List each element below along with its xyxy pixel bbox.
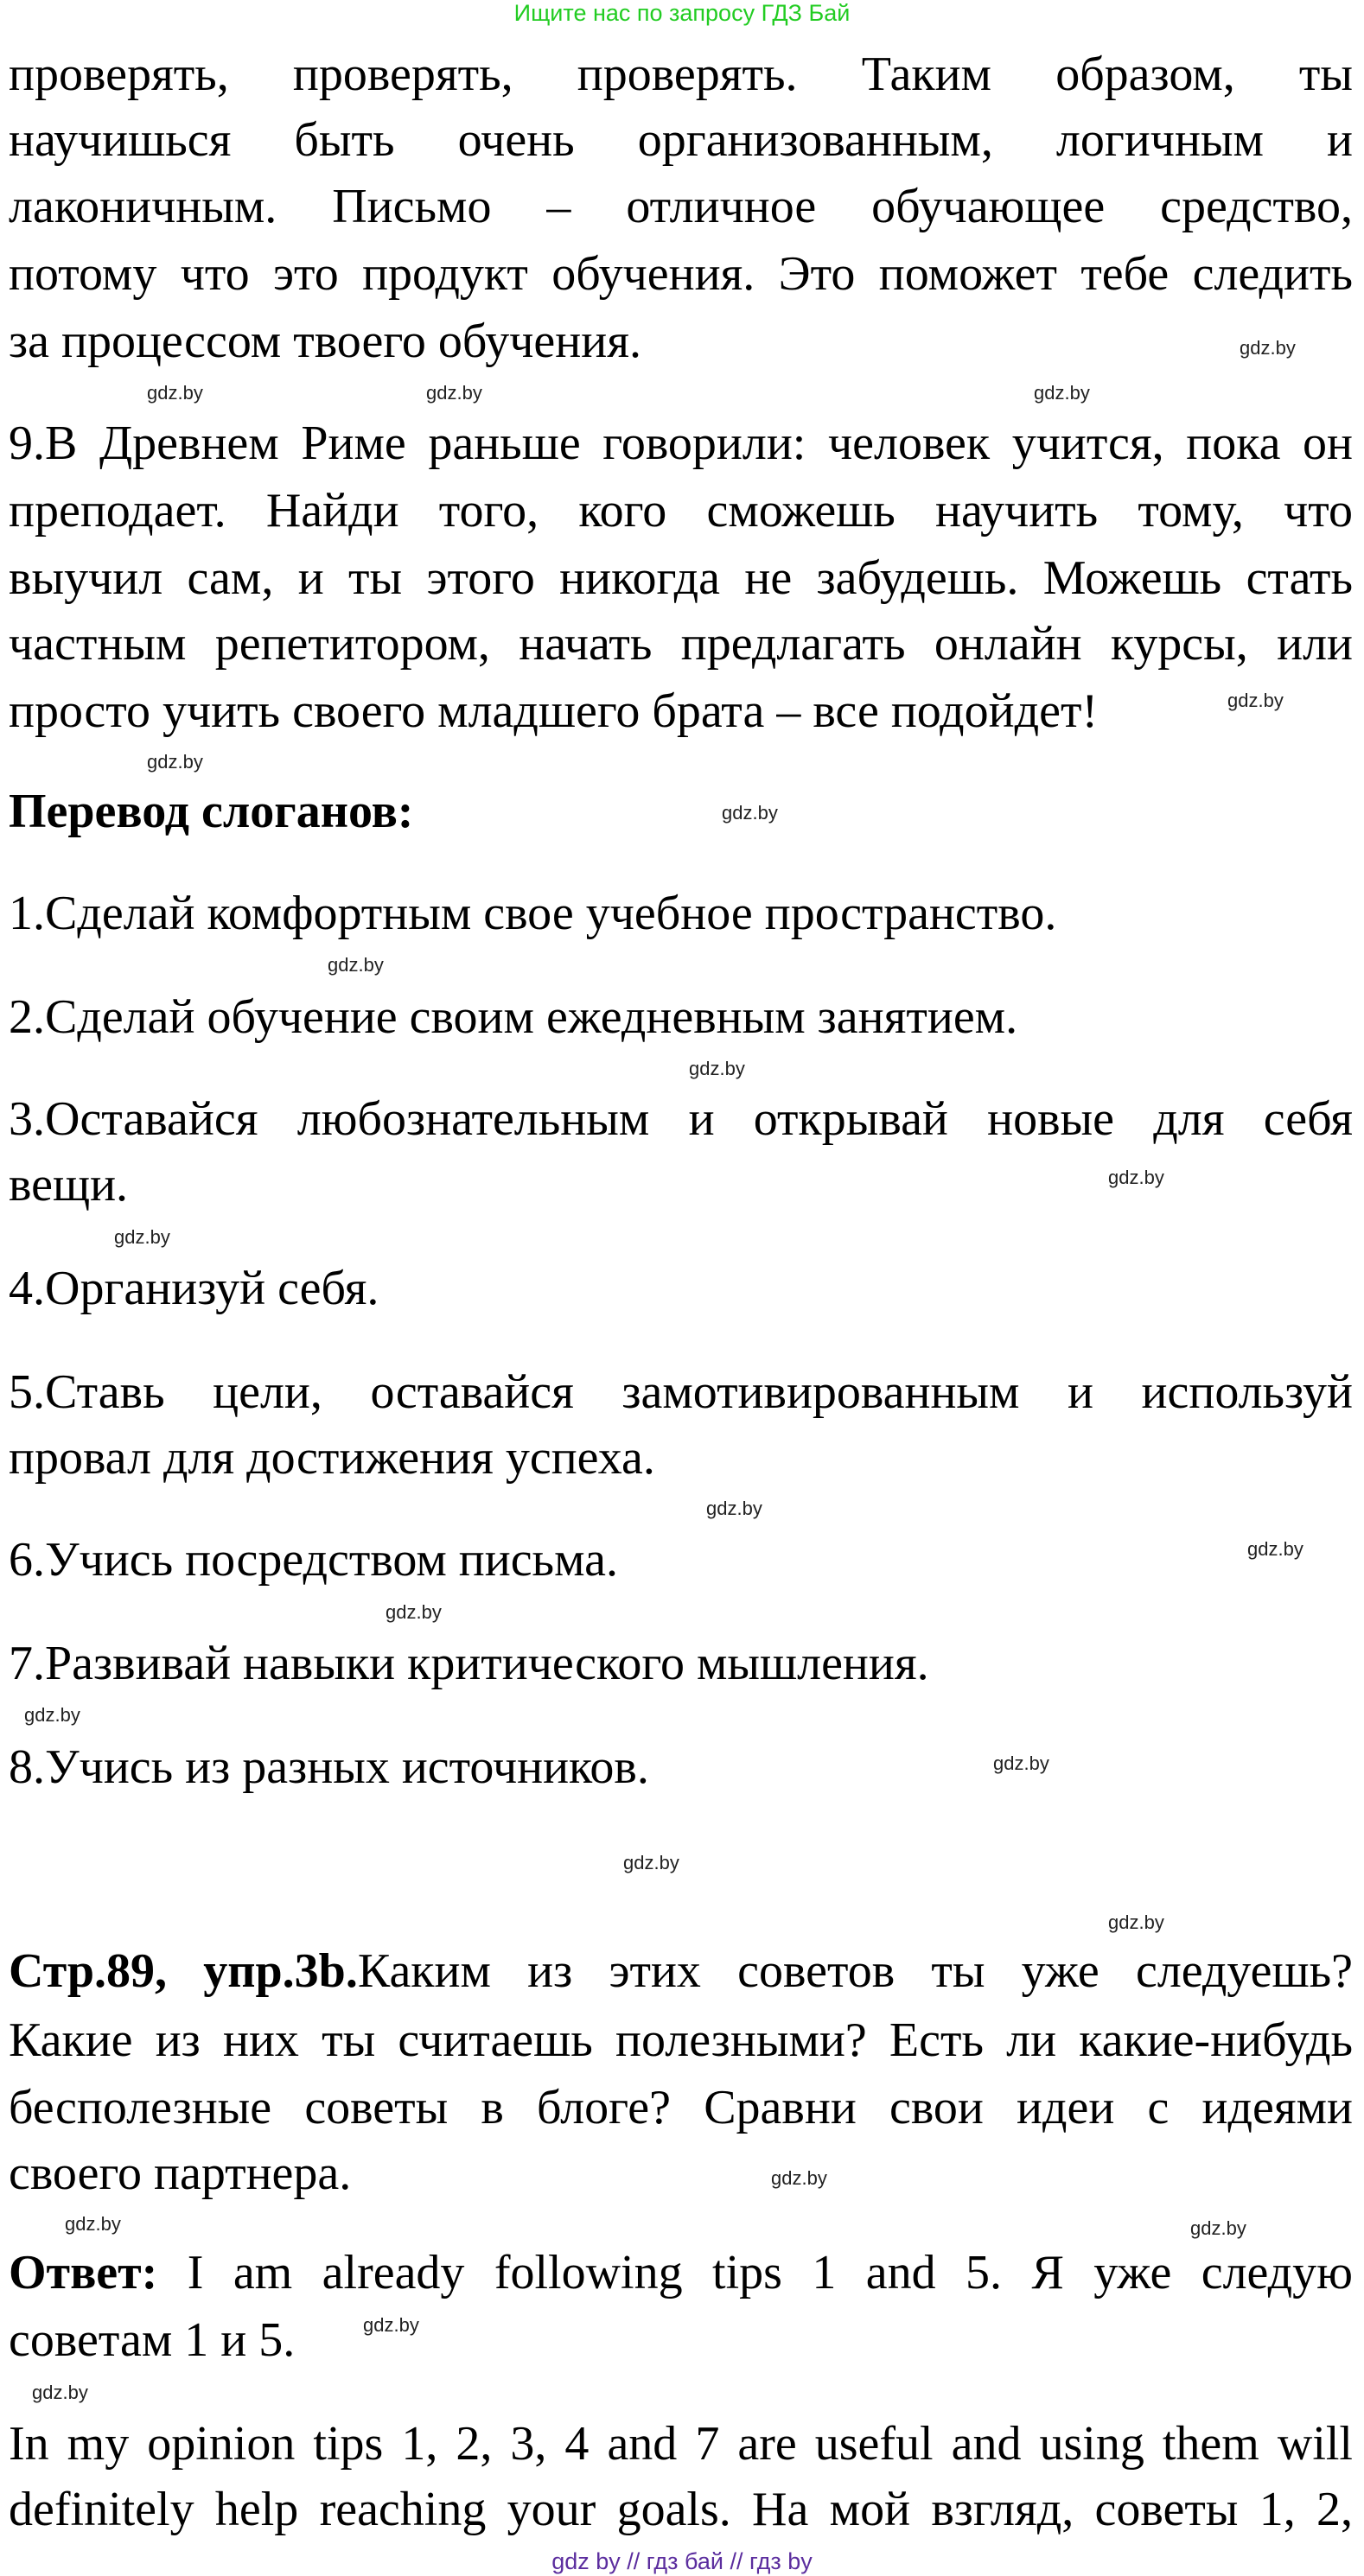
slogan-item: 3.Оставайся любознательным и открывай новые для себя [9, 1092, 1353, 1146]
slogan-item: 6.Учись посредством письма. [9, 1533, 619, 1587]
watermark: gdz.by [1247, 1538, 1303, 1560]
slogan-item: 7.Развивай навыки критического мышления. [9, 1637, 929, 1690]
answer-line [9, 2245, 1353, 2300]
watermark: gdz.by [147, 751, 203, 773]
watermark: gdz.by [114, 1226, 170, 1248]
watermark: gdz.by [24, 1704, 80, 1726]
watermark: gdz.by [328, 954, 384, 976]
watermark: gdz.by [689, 1058, 745, 1079]
site-banner[interactable]: Ищите нас по запросу ГДЗ Бай [513, 0, 851, 26]
text-line: 9.В Древнем Риме раньше говорили: человек учится, пока он [9, 417, 1353, 470]
watermark: gdz.by [426, 382, 482, 404]
watermark: gdz.by [1240, 337, 1296, 359]
slogan-item: 5.Ставь цели, оставайся замотивированным и используй [9, 1365, 1353, 1419]
text-line: просто учить своего младшего брата – все подойдет! [9, 684, 1099, 738]
exercise-line: своего партнера. [9, 2147, 352, 2200]
slogan-item: 2.Сделай обучение своим ежедневным занятием. [9, 990, 1018, 1044]
exercise-line: бесполезные советы в блоге? Сравни свои идеи с идеями [9, 2081, 1353, 2134]
heading-text: Перевод слоганов: [9, 785, 414, 838]
watermark: gdz.by [386, 1601, 442, 1623]
section-heading [9, 784, 413, 839]
answer-label: Ответ: [9, 2246, 158, 2299]
slogan-item: 1.Сделай комфортным свое учебное пространство. [9, 887, 1057, 940]
slogan-item: вещи. [9, 1158, 129, 1212]
watermark: gdz.by [363, 2314, 419, 2336]
watermark: gdz.by [771, 2167, 827, 2189]
text-line: за процессом твоего обучения. [9, 315, 641, 368]
watermark: gdz.by [993, 1752, 1049, 1774]
watermark: gdz.by [1108, 1167, 1164, 1188]
watermark: gdz.by [623, 1852, 679, 1873]
watermark: gdz.by [706, 1498, 762, 1519]
text-line: научишься быть очень организованным, логичным и [9, 113, 1353, 167]
watermark: gdz.by [722, 802, 778, 824]
text-line: преподает. Найди того, кого сможешь научить тому, что [9, 484, 1353, 537]
slogan-item: провал для достижения успеха. [9, 1431, 655, 1485]
slogan-item: 4.Организуй себя. [9, 1262, 379, 1315]
answer-line: definitely help reaching your goals. На мой взгляд, советы 1, 2, [9, 2483, 1353, 2536]
watermark: gdz.by [32, 2382, 88, 2403]
slogan-item: 8.Учись из разных источников. [9, 1740, 649, 1794]
watermark: gdz.by [1190, 2217, 1246, 2239]
exercise-text: Каким из этих советов ты уже следуешь? [357, 1944, 1354, 1998]
text-line: проверять, проверять, проверять. Таким образом, ты [9, 48, 1353, 101]
watermark: gdz.by [65, 2213, 121, 2235]
watermark: gdz.by [1108, 1911, 1164, 1933]
site-footer-links[interactable]: gdz by // гдз бай // гдз by [551, 2548, 813, 2574]
answer-text: I am already following tips 1 and 5. Я уже следую [157, 2246, 1353, 2299]
answer-line: In my opinion tips 1, 2, 3, 4 and 7 are useful and using them will [9, 2417, 1353, 2471]
watermark: gdz.by [1227, 690, 1284, 711]
exercise-line: Какие из них ты считаешь полезными? Есть ли какие-нибудь [9, 2013, 1353, 2067]
watermark: gdz.by [147, 382, 203, 404]
exercise-line [9, 1943, 1353, 1999]
answer-line: советам 1 и 5. [9, 2313, 296, 2367]
text-line: частным репетитором, начать предлагать онлайн курсы, или [9, 617, 1353, 671]
text-line: лаконичным. Письмо – отличное обучающее средство, [9, 180, 1353, 233]
watermark: gdz.by [1034, 382, 1090, 404]
text-line: выучил сам, и ты этого никогда не забудешь. Можешь стать [9, 551, 1353, 605]
text-line: потому что это продукт обучения. Это поможет тебе следить [9, 247, 1353, 301]
exercise-label: Стр.89, упр.3b. [9, 1944, 358, 1998]
